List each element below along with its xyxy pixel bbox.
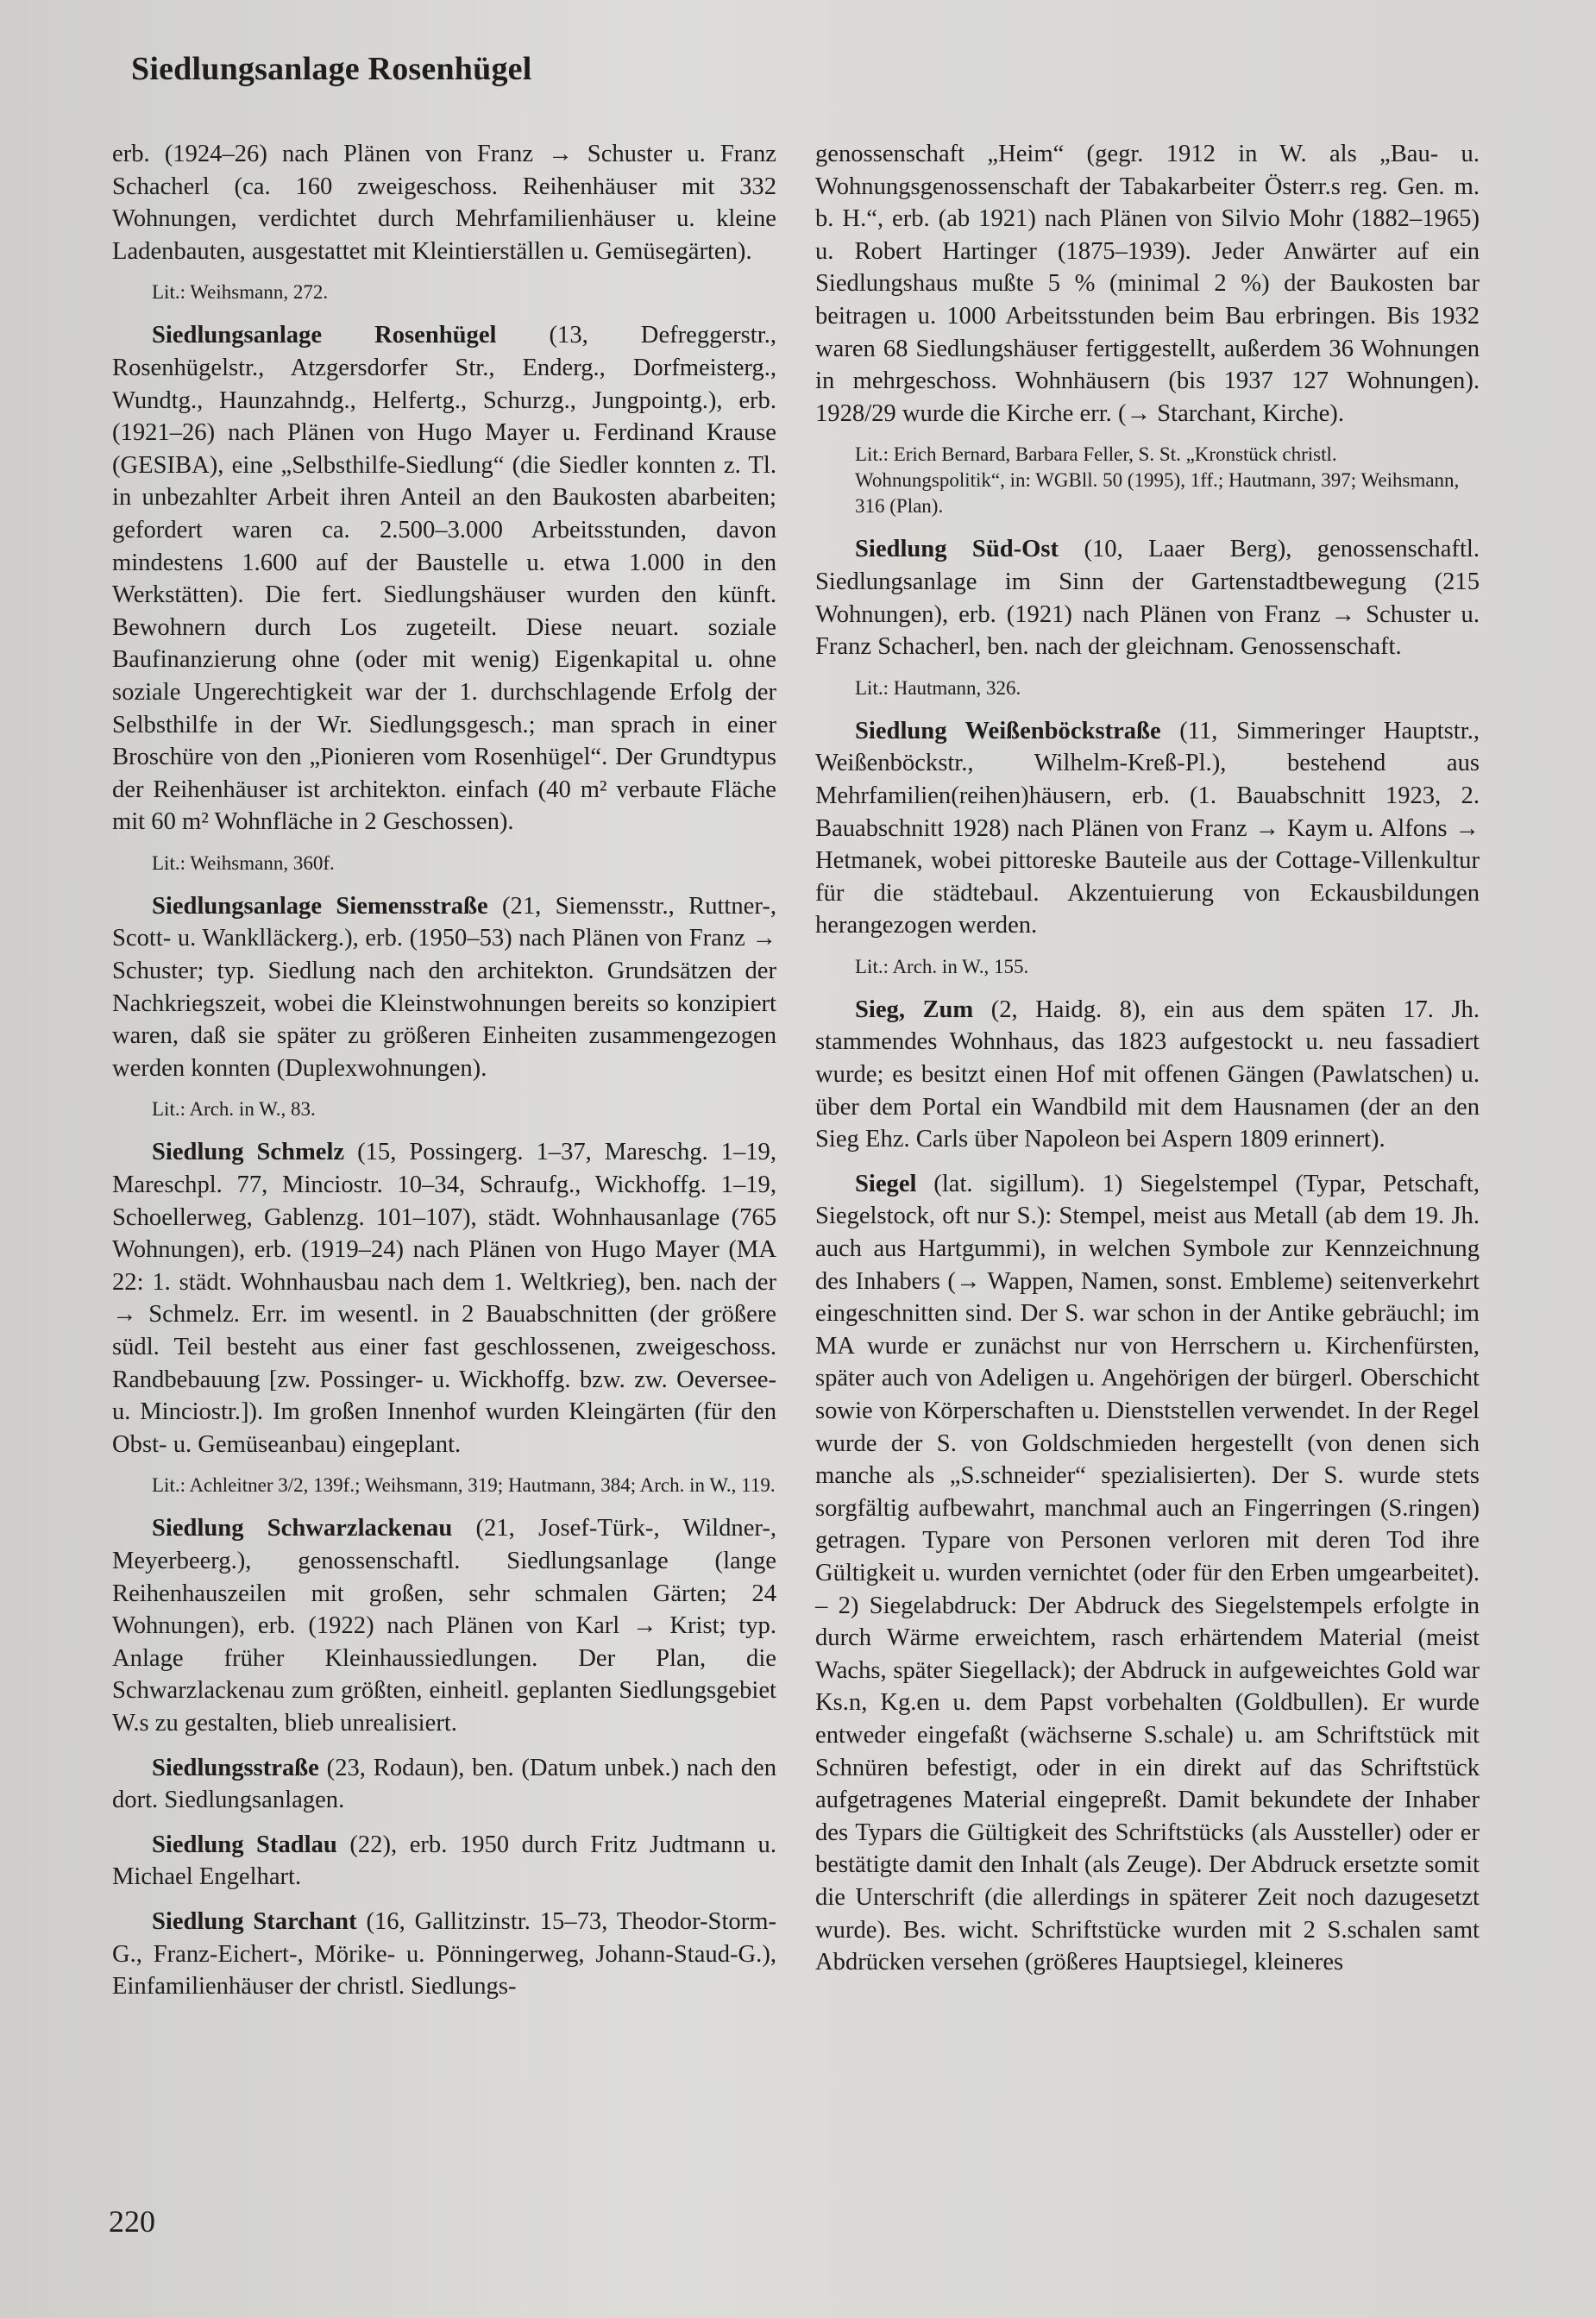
lexicon-entry bbox=[112, 1752, 776, 1817]
entry-headword: Siedlungsanlage Rosenhügel bbox=[152, 322, 497, 349]
literature-reference: Lit.: Erich Bernard, Barbara Feller, S. St. „Kronstück christl. Wohnungspolitik“, in: WGBll. 50 (1995), 1ff.; Hautmann, 397; Weihsmann, 316 (Plan). bbox=[855, 443, 1460, 518]
entry-body: (13, Defreggerstr., Rosenhügelstr., Atzgersdorfer Str., Enderg., Dorfmeisterg., Wundtg., Haunzahndg., Helfertg., Schurzg., Jungpointg.), erb. (1921–26) nach Plänen von Hugo Mayer u. Ferdinand Krause (GESIBA), eine „Selbsthilfe-Siedlung“ (die Siedler konnten z. Tl. in unbezahlter Arbeit ihren Anteil an den Baukosten abarbeiten; gefordert waren ca. 2.500–3.000 Arbeitsstunden, davon mindestens 1.600 auf der Baustelle u. etwa 1.000 in den Werkstätten). Die fert. Siedlungshäuser wurden den künft. Bewohnern durch Los zugeteilt. Diese neuart. soziale Baufinanzierung ohne (oder mit wenig) Eigenkapital u. ohne soziale Ungerechtigkeit war der 1. durchschlagende Erfolg der Selbsthilfe in der Wr. Siedlungsgesch.; man sprach in einer Broschüre von den „Pionieren vom Rosenhügel“. Der Grundtypus der Reihenhäuser ist architekton. einfach (40 m² verbaute Fläche mit 60 m² Wohnfläche in 2 Geschossen). bbox=[112, 322, 776, 836]
lexicon-entry bbox=[112, 319, 776, 839]
entry-body: (15, Possingerg. 1–37, Mareschg. 1–19, Mareschpl. 77, Minciostr. 10–34, Schraufg., Wickhoffg. 1–19, Schoellerweg, Gablenzg. 101–107), städt. Wohnhausanlage (765 Wohnungen), erb. (1919–24) nach Plänen von Hugo Mayer (MA 22: 1. städt. Wohnhausbau nach dem 1. Weltkrieg), ben. nach der → Schmelz. Err. im wesentl. in 2 Bauabschnitten (der größere südl. Teil besteht aus einer fast geschlossenen, zweigeschoss. Randbebauung [zw. Possinger- u. Wickhoffg. bzw. zw. Oeversee- u. Minciostr.]). Im großen Innenhof wurden Kleingärten (für den Obst- u. Gemüseanbau) eingeplant. bbox=[112, 1139, 777, 1458]
entry-headword: Siedlungsanlage Siemensstraße bbox=[152, 892, 488, 920]
entry-headword: Siedlung Starchant bbox=[152, 1907, 357, 1935]
lexicon-entry bbox=[815, 715, 1480, 942]
literature-reference: Lit.: Arch. in W., 83. bbox=[152, 1098, 316, 1121]
lexicon-entry bbox=[112, 1829, 776, 1894]
entry-body: (2, Haidg. 8), ein aus dem späten 17. Jh. stammendes Wohnhaus, das 1823 aufgestockt u. neu fassadiert wurde; es besitzt einen Hof mit offenen Gängen (Pawlatschen) u. über dem Portal ein Wandbild mit dem Hausnamen (der an den Sieg Ehz. Carls über Napoleon bei Aspern 1809 erinnert). bbox=[815, 996, 1480, 1153]
entry-headword: Siedlungsstraße bbox=[152, 1754, 319, 1781]
literature-reference: Lit.: Hautmann, 326. bbox=[855, 676, 1021, 699]
lexicon-entry bbox=[112, 1906, 776, 2003]
lexicon-entry bbox=[112, 890, 776, 1085]
page-number: 220 bbox=[109, 2204, 155, 2239]
literature-reference: Lit.: Weihsmann, 360f. bbox=[152, 851, 335, 874]
entry-body: (lat. sigillum). 1) Siegelstempel (Typar, Petschaft, Siegelstock, oft nur S.): Stempel, meist aus Metall (ab dem 19. Jh. auch aus Hartgummi), in welchen Symbole zur Kennzeichnung des Inhabers (→ Wappen, Namen, sonst. Embleme) seitenverkehrt eingeschnitten sind. Der S. war schon in der Antike gebräuchl; im MA wurde er zunächst nur von Herrschern u. Kirchenfürsten, später auch von Adeligen u. Angehörigen der bürgerl. Oberschicht sowie von Körperschaften u. Dienststellen verwendet. In der Regel wurde der S. von Goldschmieden hergestellt (von denen sich manche als „S.schneider“ spezialisierten). Der S. wurde stets sorgfältig aufbewahrt, manchmal auch an Fingerringen (S.ringen) getragen. Typare von Personen verloren mit deren Tod ihre Gültigkeit u. wurden vernichtet (oder für den Erben umgearbeitet). – 2) Siegelabdruck: Der Abdruck des Siegelstempels erfolgte in durch Wärme erweichtem, rasch erhärtendem Material (meist Wachs, später Siegellack); der Abdruck in aufgeweichtes Gold war Ks.n, Kg.en u. dem Papst vorbehalten (Goldbullen). Er wurde entweder eingefaßt (wächserne S.schale) u. am Schriftstück mit Schnüren befestigt, oder in ein direkt auf das Schriftstück aufgetragenes Material eingepreßt. Damit bekundete der Inhaber des Typars die Gültigkeit des Schriftstücks (als Aussteller) oder er bestätigte damit den Inhalt (als Zeuge). Der Abdruck ersetzte somit die Unterschrift (die allerdings in späterer Zeit noch dazugesetzt wurde). Bes. wicht. Schriftstücke wurden mit 2 S.schalen samt Abdrücken versehen (größeres Hauptsiegel, kleineres bbox=[815, 1170, 1480, 1976]
entry-body: (21, Siemensstr., Ruttner-, Scott- u. Wanklläckerg.), erb. (1950–53) nach Plänen von Franz → Schuster; typ. Siedlung nach den architekton. Grundsätzen der Nachkriegszeit, wobei die Kleinstwohnungen bereits so konzipiert waren, daß sie später zu größeren Einheiten zusammengezogen werden konnten (Duplexwohnungen). bbox=[112, 892, 776, 1082]
lexicon-entry bbox=[112, 1136, 776, 1461]
entry-headword: Siegel bbox=[855, 1170, 917, 1197]
entry-continuation: erb. (1924–26) nach Plänen von Franz → Schuster u. Franz Schacherl (ca. 160 zweigeschoss. Reihenhäuser mit 332 Wohnungen, verdichtet durch Mehrfamilienhäuser u. kleine Ladenbauten, ausgestattet mit Kleintierställen u. Gemüsegärten). bbox=[112, 141, 776, 265]
lexicon-entry bbox=[815, 533, 1480, 663]
entry-headword: Sieg, Zum bbox=[855, 996, 974, 1023]
entry-headword: Siedlung Süd-Ost bbox=[855, 536, 1059, 563]
entry-headword: Siedlung Schwarzlackenau bbox=[152, 1515, 453, 1542]
entry-continuation: genossenschaft „Heim“ (gegr. 1912 in W. als „Bau- u. Wohnungsgenossenschaft der Tabakarbeiter Österr.s reg. Gen. m. b. H.“, erb. (ab 1921) nach Plänen von Silvio Mohr (1882–1965) u. Robert Hartinger (1875–1939). Jeder Anwärter auf ein Siedlungshaus mußte 5 % (minimal 2 %) der Baukosten bar beitragen u. 1000 Arbeitsstunden beim Bau erbringen. Bis 1932 waren 68 Siedlungshäuser fertiggestellt, außerdem 36 Wohnungen in mehrgeschoss. Wohnhäusern (bis 1937 127 Wohnungen). 1928/29 wurde die Kirche err. (→ Starchant, Kirche). bbox=[815, 141, 1480, 427]
entry-body: (10, Laaer Berg), genossenschaftl. Siedlungsanlage im Sinn der Gartenstadtbewegung (215 Wohnungen), erb. (1921) nach Plänen von Franz → Schuster u. Franz Schacherl, ben. nach der gleichnam. Genossenschaft. bbox=[815, 536, 1480, 661]
literature-reference: Lit.: Arch. in W., 155. bbox=[855, 955, 1029, 977]
page-header: Siedlungsanlage Rosenhügel bbox=[131, 51, 532, 87]
lexicon-entry bbox=[815, 1168, 1480, 1979]
lexicon-entry bbox=[112, 1512, 776, 1739]
entry-body: (23, Rodaun), ben. (Datum unbek.) nach den dort. Siedlungsanlagen. bbox=[112, 1754, 776, 1814]
lexicon-entry bbox=[815, 994, 1480, 1156]
entry-body: (22), erb. 1950 durch Fritz Judtmann u. Michael Engelhart. bbox=[112, 1831, 777, 1891]
entry-headword: Siedlung Stadlau bbox=[152, 1831, 337, 1858]
entry-headword: Siedlung Weißenböckstraße bbox=[855, 717, 1161, 744]
entry-body: (21, Josef-Türk-, Wildner-, Meyerbeerg.), genossenschaftl. Siedlungsanlage (lange Reihenhauszeilen mit großen, sehr schmalen Gärten; 24 Wohnungen), erb. (1922) nach Plänen von Karl → Krist; typ. Anlage früher Kleinhaussiedlungen. Der Plan, die Schwarzlackenau zum größten, einheitl. geplanten Siedlungsgebiet W.s zu gestalten, blieb unrealisiert. bbox=[112, 1515, 777, 1737]
left-column bbox=[112, 138, 776, 2015]
literature-reference: Lit.: Weihsmann, 272. bbox=[152, 281, 329, 304]
entry-headword: Siedlung Schmelz bbox=[152, 1139, 345, 1166]
entry-body: (11, Simmeringer Hauptstr., Weißenböckstr., Wilhelm-Kreß-Pl.), bestehend aus Mehrfamilien(reihen)häusern, erb. (1. Bauabschnitt 1923, 2. Bauabschnitt 1928) nach Plänen von Franz → Kaym u. Alfons → Hetmanek, wobei pittoreske Bauteile aus der Cottage-Villenkultur für die städtebaul. Akzentuierung von Eckausbildungen herangezogen werden. bbox=[815, 717, 1480, 939]
right-column bbox=[815, 138, 1480, 1991]
literature-reference: Lit.: Achleitner 3/2, 139f.; Weihsmann, 319; Hautmann, 384; Arch. in W., 119. bbox=[152, 1474, 776, 1497]
entry-body: (16, Gallitzinstr. 15–73, Theodor-Storm-G., Franz-Eichert-, Mörike- u. Pönningerweg, Johann-Staud-G.), Einfamilienhäuser der christl. Siedlungs- bbox=[112, 1907, 776, 2001]
